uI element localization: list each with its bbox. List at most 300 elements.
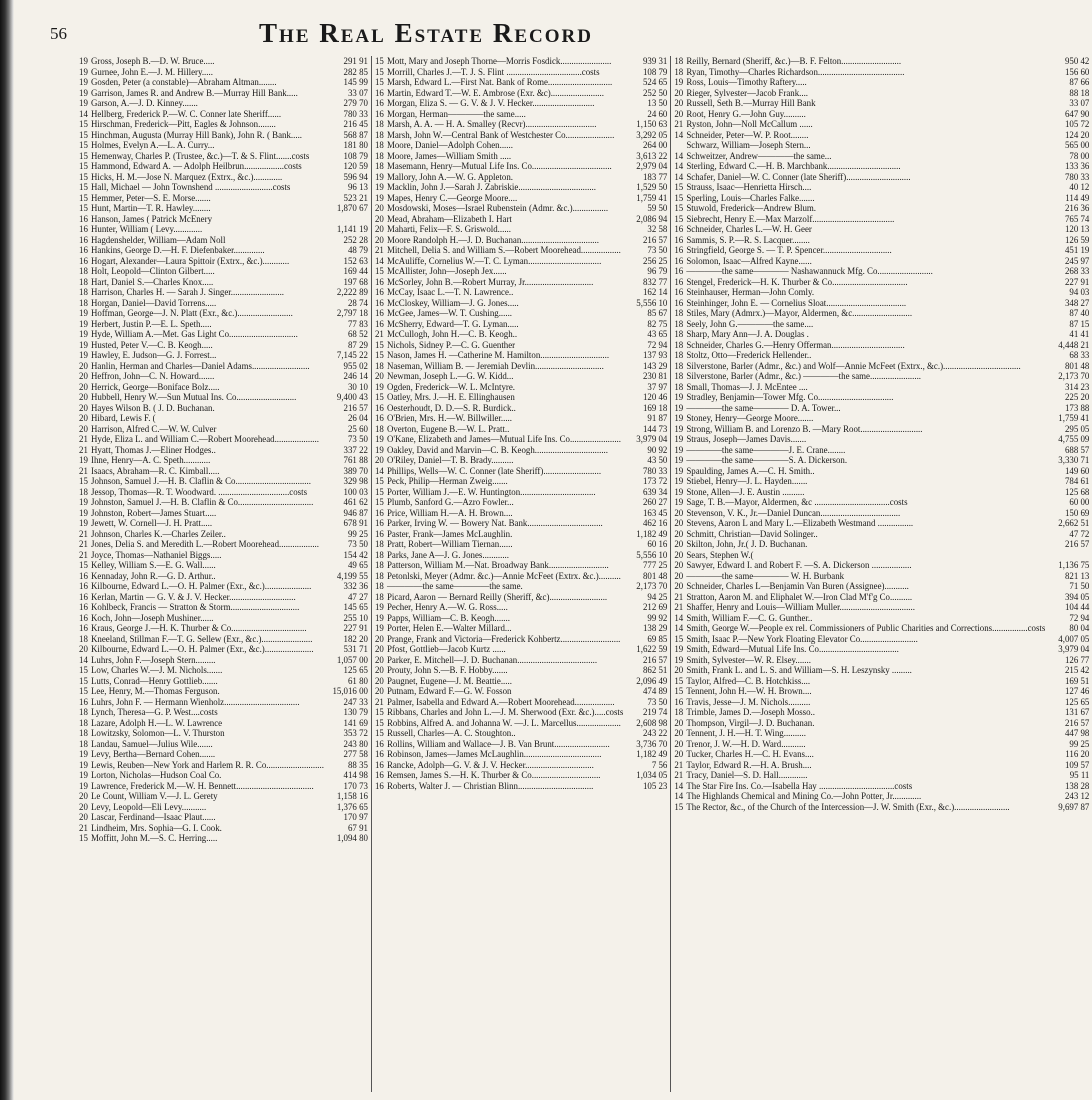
entry-date: 18 — [674, 360, 684, 371]
judgment-entry — [674, 130, 1089, 140]
entry-parties: Smith, Edward—Mutual Life Ins. Co.................................... — [686, 644, 899, 654]
entry-amount: 3,292 05 — [636, 129, 668, 140]
judgment-entry — [79, 812, 368, 822]
entry-parties: Reilly, Bernard (Sheriff, &c.)—B. F. Felton........................... — [686, 56, 902, 66]
entry-amount: 99 25 — [347, 528, 368, 539]
judgment-entry — [79, 487, 368, 497]
entry-date: 18 — [374, 161, 384, 171]
entry-parties: Jones, Delia S. and Meredith L.—Robert Moorehead.................. — [91, 539, 319, 549]
judgment-entry — [375, 560, 667, 570]
judgment-entry — [674, 560, 1089, 570]
judgment-entry — [79, 571, 368, 581]
entry-amount: 91 87 — [647, 413, 668, 423]
entry-parties: Johnston, Robert—James Stuart..... — [91, 507, 217, 518]
entry-amount: 169 51 — [1064, 675, 1090, 686]
entry-date: 16 — [374, 108, 384, 119]
entry-parties: Hibard, Lewis F. ( — [91, 413, 156, 423]
entry-date: 21 — [79, 465, 88, 476]
entry-date: 19 — [374, 602, 384, 612]
entry-date: 20 — [674, 87, 684, 98]
entry-date: 14 — [374, 465, 384, 476]
entry-amount: 4,448 21 — [1058, 339, 1090, 350]
entry-amount: 143 29 — [642, 360, 668, 371]
judgment-entry — [79, 56, 368, 66]
entry-parties: Hemenway, Charles P. (Trustee, &c.)—T. & S. Flint.......costs — [91, 150, 310, 161]
entry-parties: Herbert, Justin P.—E. L. Speth..... — [91, 318, 212, 329]
entry-amount: 33 07 — [1069, 98, 1090, 108]
entry-amount: 216 57 — [343, 402, 368, 413]
entry-amount: 1,136 75 — [1058, 560, 1090, 570]
judgment-entry — [674, 718, 1089, 728]
entry-parties: McSherry, Edward—T. G. Lyman..... — [386, 318, 519, 329]
entry-date: 20 — [79, 413, 88, 423]
entry-date: 20 — [374, 455, 384, 465]
entry-parties: Hogart, Alexander—Laura Spittoir (Extrx., &c.)............ — [91, 255, 290, 266]
entry-date: 19 — [79, 350, 88, 360]
judgment-entry — [375, 728, 667, 738]
judgment-entry — [79, 235, 368, 245]
entry-date: 21 — [674, 770, 684, 780]
entry-amount: 60 00 — [1069, 497, 1090, 507]
judgment-entry — [375, 718, 667, 728]
entry-parties: Marsh, Edward L.—First Nat. Bank of Rome............................. — [386, 77, 613, 87]
entry-parties: Steinhinger, John E. — Cornelius Sloat.................................... — [686, 297, 907, 308]
judgment-entry — [674, 77, 1089, 87]
entry-parties: Hoffman, George—J. N. Platt (Exr., &c.)......................... — [91, 308, 293, 318]
judgment-entry — [674, 728, 1089, 738]
judgment-entry — [79, 550, 368, 560]
entry-amount: 32 58 — [647, 224, 668, 234]
entry-parties: Harrison, Alfred C.—W. W. Culver — [91, 423, 217, 434]
entry-amount: 73 50 — [347, 434, 368, 444]
judgment-entry — [79, 802, 368, 812]
entry-parties: Nichols, Sidney P.—C. G. Guenther — [386, 339, 516, 350]
judgment-entry — [674, 497, 1089, 507]
entry-amount: 95 11 — [1069, 770, 1090, 780]
judgment-entry — [375, 655, 667, 665]
entry-parties: Garson, A.—J. D. Kinney....... — [91, 98, 198, 108]
entry-amount: 24 60 — [647, 108, 668, 119]
entry-date: 20 — [674, 738, 684, 749]
entry-amount: 80 04 — [1069, 623, 1090, 633]
entry-date: 16 — [674, 276, 684, 287]
judgment-entry — [375, 770, 667, 780]
entry-parties: ————the same————J. E. Crane........ — [686, 444, 846, 455]
judgment-entry — [375, 119, 667, 129]
entry-parties: Plumb, Sanford G.—Azro Fowler... — [386, 497, 514, 507]
entry-amount: 329 98 — [343, 476, 368, 486]
entry-amount: 163 45 — [642, 507, 668, 518]
judgment-entry — [375, 56, 667, 66]
entry-date: 19 — [374, 612, 384, 623]
entry-parties: Hunt, Martin—T. R. Hawley........ — [91, 203, 211, 213]
entry-parties: Sterling, Edward C.—H. B. Marchbank................................. — [686, 161, 901, 171]
judgment-entry — [674, 760, 1089, 770]
entry-amount: 246 14 — [343, 371, 368, 381]
entry-date: 16 — [374, 738, 384, 749]
judgment-entry — [79, 560, 368, 570]
entry-amount: 105 72 — [1064, 119, 1090, 129]
entry-amount: 780 33 — [343, 108, 368, 119]
judgment-entry — [674, 308, 1089, 318]
entry-parties: Smith, Isaac P.—New York Floating Elevator Co.......................... — [686, 633, 918, 644]
judgment-entry — [674, 119, 1089, 129]
entry-date: 16 — [79, 602, 88, 612]
entry-parties: Smith, George W.—People ex rel. Commissioners of Public Charities and Corrections................costs — [686, 623, 1046, 633]
entry-amount: 939 31 — [642, 56, 668, 66]
entry-parties: Strong, William B. and Lorenzo B. —Mary Root............................ — [686, 423, 923, 434]
entry-parties: Skilton, John, Jr.( J. D. Buchanan. — [686, 539, 808, 549]
entry-date: 20 — [674, 581, 684, 591]
entry-amount: 1,759 41 — [1058, 413, 1090, 423]
entry-date: 20 — [674, 518, 684, 528]
judgment-entry — [674, 686, 1089, 696]
entry-parties: Kilbourne, Edward L.—O. H. Palmer (Exr., &c.)...................... — [91, 644, 314, 654]
entry-date: 20 — [79, 360, 88, 371]
entry-amount: 332 36 — [343, 581, 368, 591]
entry-date: 18 — [674, 56, 684, 66]
entry-amount: 1,182 49 — [636, 749, 668, 759]
judgment-entry — [79, 655, 368, 665]
entry-date: 15 — [79, 119, 88, 129]
entry-date: 14 — [674, 171, 684, 182]
judgment-entry — [375, 508, 667, 518]
entry-amount: 247 33 — [343, 696, 368, 707]
entry-parties: Lee, Henry, M.—Thomas Ferguson. — [91, 686, 220, 696]
entry-parties: Price, William H.—A. H. Brown.... — [386, 507, 513, 518]
entry-amount: 531 71 — [343, 644, 368, 654]
entry-amount: 116 20 — [1065, 749, 1090, 759]
entry-parties: Thompson, Virgil—J. D. Buchanan. — [686, 717, 815, 728]
entry-date: 15 — [374, 56, 384, 66]
judgment-entry — [674, 382, 1089, 392]
judgment-entry — [79, 686, 368, 696]
judgment-entry — [375, 172, 667, 182]
judgment-entry — [674, 403, 1089, 413]
entry-amount: 144 73 — [642, 423, 668, 434]
entry-amount: 183 77 — [642, 171, 668, 182]
entry-amount: 125 68 — [1064, 486, 1090, 497]
entry-date: 19 — [374, 192, 384, 203]
judgment-entry — [674, 172, 1089, 182]
entry-date: 20 — [674, 549, 684, 560]
entry-parties: ————the same————S. A. Dickerson. — [686, 455, 848, 465]
entry-parties: Ogden, Frederick—W. L. McIntyre. — [386, 381, 516, 392]
judgment-entry — [79, 298, 368, 308]
entry-parties: Maharti, Felix—F. S. Griswold...... — [386, 224, 511, 234]
entry-parties: Strauss, Isaac—Henrietta Hirsch.... — [686, 182, 812, 192]
entry-parties: Marsh, John W.—Central Bank of Westchester Co...................... — [386, 129, 615, 140]
entry-date: 14 — [674, 150, 684, 161]
entry-amount: 67 91 — [347, 822, 368, 833]
judgment-entry — [674, 67, 1089, 77]
judgment-entry — [674, 802, 1089, 812]
entry-parties: McCullogh, John H.—C. B. Keogh.. — [386, 329, 518, 339]
entry-parties: Lawrence, Frederick M.—W. H. Bennett................................... — [91, 780, 314, 791]
entry-parties: Gross, Joseph B.—D. W. Bruce..... — [91, 56, 215, 66]
entry-parties: Papps, William—C. B. Keogh....... — [386, 612, 510, 623]
entry-amount: 216 57 — [1064, 717, 1090, 728]
entry-date: 14 — [674, 129, 684, 140]
entry-parties: O'Riley, Daniel—T. B. Brady.......... — [386, 455, 514, 465]
entry-amount: 169 44 — [343, 266, 368, 276]
entry-parties: Lindheim, Mrs. Sophia—G. I. Cook. — [91, 822, 222, 833]
entry-parties: Levy, Bertha—Bernard Cohen....... — [91, 749, 216, 759]
judgment-entry — [79, 529, 368, 539]
judgment-entry — [79, 403, 368, 413]
judgment-entry — [674, 676, 1089, 686]
entry-amount: 48 79 — [347, 245, 368, 255]
judgment-entry — [674, 781, 1089, 791]
judgment-entry — [79, 833, 368, 843]
entry-parties: McAllister, John—Joseph Jex...... — [386, 266, 507, 276]
entry-amount: 1,158 16 — [336, 791, 368, 801]
entry-amount: 565 00 — [1064, 140, 1090, 150]
judgment-entry — [674, 770, 1089, 780]
judgment-entry — [79, 350, 368, 360]
entry-date: 21 — [674, 602, 684, 612]
entry-date: 19 — [374, 444, 384, 455]
judgment-entry — [375, 203, 667, 213]
page-binding-edge — [0, 0, 14, 1100]
entry-amount: 87 40 — [1069, 308, 1090, 318]
judgment-entry — [674, 371, 1089, 381]
entry-amount: 264 00 — [642, 140, 668, 150]
entry-date: 20 — [374, 665, 384, 675]
judgment-entry — [375, 224, 667, 234]
judgment-entry — [79, 203, 368, 213]
entry-amount: 1,150 63 — [636, 119, 668, 129]
entry-parties: Hammond, Edward A. — Adolph Heilbrun..................costs — [91, 161, 302, 171]
entry-date: 16 — [79, 234, 88, 245]
judgment-entry — [79, 497, 368, 507]
entry-amount: 78 00 — [1069, 150, 1090, 161]
entry-date: 18 — [374, 129, 384, 140]
entry-parties: Lascar, Ferdinand—Isaac Plaut...... — [91, 812, 216, 822]
judgment-entry — [79, 697, 368, 707]
entry-date: 18 — [374, 591, 384, 602]
entry-parties: Moore, Daniel—Adolph Cohen...... — [386, 140, 513, 150]
judgment-entry — [674, 581, 1089, 591]
entry-date: 16 — [674, 297, 684, 308]
entry-date: 21 — [79, 434, 88, 444]
entry-parties: Hayes Wilson B. ( J. D. Buchanan. — [91, 402, 215, 413]
entry-date: 15 — [374, 497, 384, 507]
entry-amount: 1,376 65 — [336, 801, 368, 812]
entry-parties: Shaffer, Henry and Louis—William Muller.................................. — [686, 602, 915, 612]
entry-amount: 5,556 10 — [636, 297, 668, 308]
entry-parties: Kneeland, Stillman F.—T. G. Sellew (Exr., &c.)....................... — [91, 633, 313, 644]
judgment-entry — [674, 434, 1089, 444]
entry-parties: Mead, Abraham—Elizabeth I. Hart — [386, 213, 512, 224]
entry-date: 15 — [374, 707, 384, 717]
entry-parties: Schneider, Charles L—Benjamin Van Buren (Assignee)........... — [686, 581, 909, 591]
entry-date: 15 — [374, 486, 384, 497]
judgment-entry — [674, 140, 1089, 150]
entry-amount: 4,199 55 — [336, 570, 368, 581]
entry-parties: Stevens, Aaron L and Mary L.—Elizabeth Westmand ................ — [686, 518, 914, 528]
entry-amount: 2,662 51 — [1058, 518, 1090, 528]
entry-parties: Trimble, James D.—Joseph Mosso.. — [686, 707, 815, 717]
entry-parties: Gurnee, John E.—J. M. Hillery..... — [91, 66, 213, 77]
entry-parties: The Star Fire Ins. Co.—Isabella Hay ..................................costs — [686, 780, 913, 791]
judgment-entry — [674, 529, 1089, 539]
entry-parties: Herrick, George—Boniface Bolz..... — [91, 381, 220, 392]
judgment-entry — [79, 277, 368, 287]
entry-amount: 801 48 — [1064, 360, 1090, 371]
entry-amount: 414 98 — [343, 770, 368, 780]
entry-date: 21 — [79, 444, 88, 455]
entry-date: 16 — [374, 749, 384, 759]
entry-date: 18 — [674, 66, 684, 77]
judgment-entry — [375, 686, 667, 696]
entry-date: 19 — [674, 434, 684, 444]
entry-parties: Hawley, E. Judson—G. J. Forrest... — [91, 350, 217, 360]
judgment-entry — [674, 665, 1089, 675]
judgment-entry — [79, 508, 368, 518]
judgment-entry — [375, 350, 667, 360]
entry-parties: Newman, Joseph L.—G. W. Kidd... — [386, 371, 514, 381]
judgment-entry — [79, 823, 368, 833]
judgment-entry — [79, 319, 368, 329]
entry-date: 19 — [674, 77, 684, 87]
entry-amount: 252 50 — [642, 87, 668, 98]
entry-amount: 47 27 — [347, 591, 368, 602]
judgment-entry — [674, 602, 1089, 612]
entry-amount: 7 56 — [651, 759, 668, 770]
entry-date: 18 — [374, 140, 384, 150]
judgment-entry — [79, 770, 368, 780]
entry-date: 19 — [374, 182, 384, 192]
judgment-entry — [674, 550, 1089, 560]
judgment-entry — [79, 445, 368, 455]
entry-parties: Lazare, Adolph H.—L. W. Lawrence — [91, 717, 223, 728]
judgment-entry — [375, 592, 667, 602]
entry-amount: 1,094 80 — [336, 833, 368, 843]
entry-amount: 639 34 — [642, 486, 668, 497]
entry-parties: ————the same———— Nashawannuck Mfg. Co......................... — [686, 266, 933, 276]
entry-date: 19 — [374, 623, 384, 633]
judgment-entry — [79, 455, 368, 465]
entry-amount: 291 91 — [343, 56, 368, 66]
judgment-entry — [674, 224, 1089, 234]
entry-parties: Spaulding, James A.—C. H. Smith.. — [686, 465, 815, 476]
entry-date: 18 — [374, 581, 384, 591]
judgment-entry — [375, 476, 667, 486]
entry-parties: Stiebel, Henry—J. L. Hayden....... — [686, 476, 808, 486]
entry-parties: Schwarz, William—Joseph Stern... — [686, 140, 811, 150]
judgment-entry — [375, 781, 667, 791]
entry-parties: Roberts, Walter J. — Christian Blinn.................................. — [386, 780, 594, 791]
entry-amount: 3,979 04 — [1058, 644, 1090, 654]
entry-amount: 353 72 — [343, 728, 368, 738]
judgment-entry — [375, 266, 667, 276]
judgment-entry — [375, 529, 667, 539]
entry-amount: 462 16 — [642, 518, 668, 528]
entry-date: 15 — [374, 476, 384, 486]
entry-date: 20 — [79, 392, 88, 402]
judgment-entry — [79, 67, 368, 77]
entry-parties: Hanson, James ( Patrick McEnery — [91, 213, 213, 224]
entry-amount: 124 20 — [1064, 129, 1090, 140]
judgment-entry — [79, 518, 368, 528]
entry-date: 20 — [674, 749, 684, 759]
entry-parties: Mallory, John A.—W. G. Appleton. — [386, 171, 514, 182]
judgment-entry — [79, 308, 368, 318]
entry-parties: Oatley, Mrs. J.—H. E. Ellinghausen — [386, 392, 515, 402]
entry-parties: Mapes, Henry C.—George Moore.... — [386, 192, 518, 203]
entry-amount: 255 10 — [343, 612, 368, 623]
entry-parties: Stiles, Mary (Admrx.)—Mayor, Aldermen, &c........................... — [686, 308, 913, 318]
judgment-entry — [79, 644, 368, 654]
entry-parties: Tucker, Charles H.—C. H. Evans.... — [686, 749, 814, 759]
judgment-entry — [375, 760, 667, 770]
entry-date: 20 — [674, 98, 684, 108]
judgment-entry — [674, 518, 1089, 528]
entry-amount: 149 60 — [1064, 465, 1090, 476]
entry-amount: 33 07 — [347, 87, 368, 98]
entry-parties: Holmes, Evelyn A.—L. A. Curry... — [91, 140, 215, 150]
entry-date: 16 — [79, 224, 88, 234]
judgment-entry — [375, 644, 667, 654]
judgment-entry — [674, 151, 1089, 161]
judgment-entry — [674, 287, 1089, 297]
entry-amount: 170 73 — [343, 780, 368, 791]
entry-parties: Pecher, Henry A.—W. G. Ross..... — [386, 602, 508, 612]
judgment-entry — [79, 791, 368, 801]
entry-date: 16 — [79, 213, 88, 224]
entry-amount: 821 13 — [1064, 570, 1090, 581]
entry-date: 15 — [374, 266, 384, 276]
entry-parties: Smith, Sylvester—W. R. Elsey....... — [686, 654, 811, 665]
entry-date: 15 — [79, 686, 88, 696]
entry-parties: Kerlan, Martin — G. V. & J. V. Hecker.............................. — [91, 591, 296, 602]
entry-date: 20 — [674, 539, 684, 549]
judgment-entry — [674, 413, 1089, 423]
judgment-entry — [79, 182, 368, 192]
judgment-entry — [674, 277, 1089, 287]
page-header — [50, 16, 802, 56]
entry-amount: 131 67 — [1064, 707, 1090, 717]
entry-parties: Mott, Mary and Joseph Thorne—Morris Fosdick....................... — [386, 56, 612, 66]
entry-date: 19 — [674, 413, 684, 423]
entry-date: 21 — [374, 696, 384, 707]
entry-parties: Silverstone, Barler (Admr., &c.) and Wolf—Annie McFeet (Extrx., &c.)................................... — [686, 360, 1021, 371]
entry-parties: Schneider, Charles G.—Henry Offerman................................. — [686, 339, 905, 350]
entry-amount: 87 29 — [347, 339, 368, 350]
entry-parties: Nason, James H. —Catherine M. Hamilton............................... — [386, 350, 610, 360]
entry-parties: Hyde, William A.—Met. Gas Light Co............................... — [91, 329, 298, 339]
entry-date: 16 — [79, 612, 88, 623]
entry-date: 15 — [674, 801, 684, 812]
entry-date: 16 — [374, 528, 384, 539]
entry-amount: 72 94 — [647, 339, 668, 350]
entry-amount: 150 69 — [1064, 507, 1090, 518]
judgment-entry — [674, 508, 1089, 518]
entry-parties: Sharp, Mary Ann—J. A. Douglas . — [686, 329, 809, 339]
judgment-entry — [79, 466, 368, 476]
judgment-entry — [375, 392, 667, 402]
entry-amount: 2,797 18 — [336, 308, 368, 318]
judgment-entry — [375, 518, 667, 528]
entry-parties: Palmer, Isabella and Edward A.—Robert Moorehead.................. — [386, 696, 615, 707]
entry-parties: Putnam, Edward F.—G. W. Fosson — [386, 686, 512, 696]
entry-amount: 43 50 — [647, 455, 668, 465]
entry-date: 16 — [374, 308, 384, 318]
entry-amount: 219 74 — [642, 707, 668, 717]
entry-amount: 678 91 — [343, 518, 368, 528]
entry-amount: 162 14 — [642, 287, 668, 297]
